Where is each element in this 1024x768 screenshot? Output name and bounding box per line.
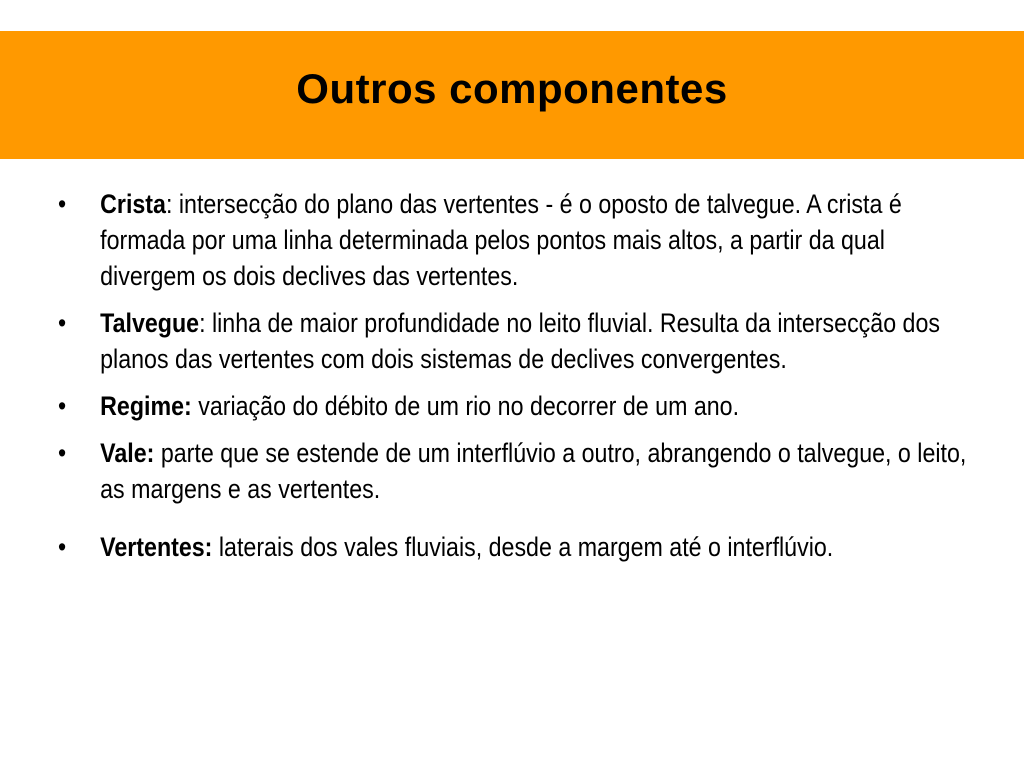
bullet-icon: •	[58, 189, 67, 219]
bullet-item-talvegue	[58, 305, 970, 377]
bullet-term: Vale:	[100, 438, 155, 468]
bullet-item-vale	[58, 435, 970, 507]
bullet-item-regime	[58, 388, 970, 424]
bullet-item-vertentes	[58, 527, 970, 567]
bullet-term: Regime:	[100, 391, 192, 421]
bullet-icon: •	[58, 308, 67, 338]
bullet-text: intersecção do plano das vertentes - é o oposto de talvegue. A crista é formada por uma linha determinada pelos pontos mais altos, a partir da qual divergem os dois declives das vertentes.	[100, 189, 902, 291]
bullet-separator: :	[199, 308, 212, 338]
title-bar	[0, 31, 1024, 159]
bullet-term: Talvegue	[100, 308, 200, 338]
bullet-text: variação do débito de um rio no decorrer de um ano.	[198, 391, 740, 421]
bullet-text: laterais dos vales fluviais, desde a margem até o interflúvio.	[218, 532, 834, 562]
bullet-item-crista	[58, 186, 970, 294]
bullet-list	[58, 186, 970, 578]
bullet-icon: •	[58, 391, 67, 421]
slide-title: Outros componentes	[296, 65, 728, 112]
bullet-text: linha de maior profundidade no leito fluvial. Resulta da intersecção dos planos das vertentes com dois sistemas de declives convergentes.	[100, 308, 941, 374]
bullet-separator: :	[165, 189, 179, 219]
bullet-icon: •	[58, 438, 67, 468]
bullet-icon: •	[58, 532, 67, 562]
bullet-text: parte que se estende de um interflúvio a outro, abrangendo o talvegue, o leito, as margens e as vertentes.	[100, 438, 967, 504]
bullet-term: Crista	[100, 189, 166, 219]
bullet-term: Vertentes:	[100, 532, 213, 562]
